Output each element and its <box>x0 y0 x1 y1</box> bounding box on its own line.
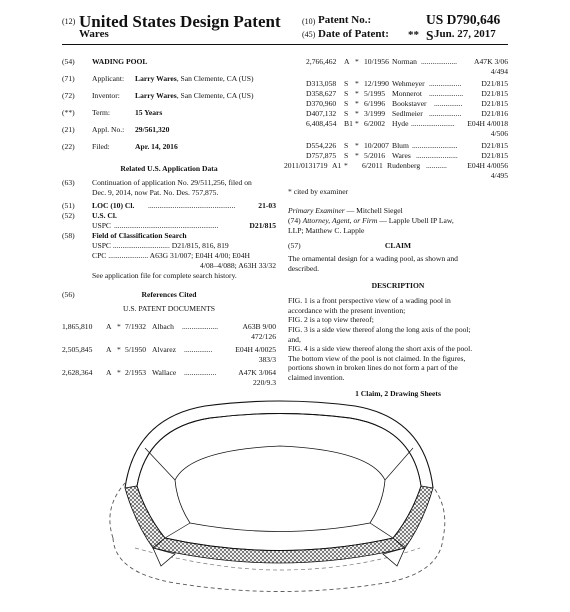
seam <box>165 523 190 538</box>
primary-examiner: Primary Examiner — Mitchell Siegel <box>288 206 403 215</box>
claims-summary: 1 Claim, 2 Drawing Sheets <box>355 388 441 398</box>
field-52: (52) U.S. Cl. <box>62 211 117 220</box>
inventor-name: Larry Wares <box>135 91 177 100</box>
citation-row: 1,865,810 A * 7/1932 Albach ................... A63B 9/00 <box>62 322 276 331</box>
citation-row: D407,132 S * 3/1999 Sedlmeier ................. D21/816 <box>306 109 508 118</box>
field-54: (54) WADING POOL <box>62 57 148 66</box>
applicant-name: Larry Wares <box>135 74 177 83</box>
citation-row: 2011/0131719 A1 * 6/2011 Rudenberg ........... E04H 4/0056 <box>284 161 508 170</box>
field-63: (63) Continuation of application No. 29/511,256, filed on <box>62 178 252 187</box>
claim-text: The ornamental design for a wading pool, as shown and described. <box>288 254 458 273</box>
code-10: (10) <box>302 17 316 26</box>
mesh-wall-right <box>393 486 433 548</box>
right-column: 2,766,462 A * 10/1956 Norman ................... A47K 3/06 4/494 D313,058 S * 12/1990 Wehmeyer ................. D21/815 D358,627 S * 5/1995 Monnerot .................. D21/815 D370,960 S * 6/1996 Bookstaver ............... D21/815 D407,132 S * 3/1999 Sedlmeier ................. D21/816 6,408,454 B1 * 6/2002 Hyde ....................... E04H 4/0018 4/506 D554,226 S * 10/2007 Blum ........................ D21/815 D757,875 S * 5/2016 Wares ...................... D21/815 2011/0131719 A1 * 6/2011 Rudenberg ........... E04H 4/0056 4/495 * cited by examiner Primary Examiner — Mitchell Siegel (74) Attorney, Agent, or Firm — Lapple Ubell IP Law, LLP; Matthew C. Lapple (57) CLAIM The ornamental design for a wading pool, as shown and described. DESCRIPTION FIG. 1 is a front perspective view of a wading pool in accordance with the present invention; FIG. 2 is a top view thereof; FIG. 3 is a side view thereof along the long axis of the pool; and, FIG. 4 is a side view thereof along the short axis of the pool. The bottom view of the pool is not claimed. In the figures, portions shown in broken lines do not form a part of the claimed invention. 1 Claim, 2 Drawing Sheets <box>284 57 508 398</box>
citation-row: D313,058 S * 12/1990 Wehmeyer ................. D21/815 <box>306 79 508 88</box>
citation-row: 2,766,462 A * 10/1956 Norman ................... A47K 3/06 <box>306 57 508 66</box>
patent-subheader <box>62 28 508 42</box>
date-stars: ** <box>408 29 419 41</box>
left-column: (54) WADING POOL (71) Applicant: Larry Wares, San Clemente, CA (US) (72) Inventor: Larry Wares, San Clemente, CA (US) (**) Term: 15 Years (21) Appl. No.: 29/561,320 (22) Filed: Apr. 14, 2016 Related U.S. Application Data (63) Continuation of application No. 29/511,256, filed on Dec. 9, 2014, now Pat. No. Des. 757,875. (51) LOC (10) Cl. .............................................. 21-03 (52) U.S. Cl. USPC ....................................................... D21/815 (58) Field of Classification Search USPC .............................. D21/815, 816, 819 CPC ..................... A63G 31/007; E04H 4/00; E04H 4/08–4/088; A63H 33/32 See application file for complete search history. (56) References Cited U.S. PATENT DOCUMENTS 1,865,810 A * 7/1932 Albach ................... A63B 9/00 472/126 2,505,845 A * 5/1950 Alvarez ............... E04H 4/0025 383/3 2,628,364 A * 2/1953 Wallace ................. A47K 3/064 220/9.3 <box>62 57 276 387</box>
citation-row: 2,628,364 A * 2/1953 Wallace ................. A47K 3/064 <box>62 368 276 377</box>
inventor-surname: Wares <box>79 28 109 40</box>
citation-row: D358,627 S * 5/1995 Monnerot .................. D21/815 <box>306 89 508 98</box>
field-21: (21) Appl. No.: 29/561,320 <box>62 125 170 134</box>
header-rule <box>62 44 508 45</box>
claim-heading: CLAIM <box>384 241 412 250</box>
citation-row: D370,960 S * 6/1996 Bookstaver ............... D21/815 <box>306 99 508 108</box>
wading-pool-figure <box>95 388 465 598</box>
field-22: (22) Filed: Apr. 14, 2016 <box>62 142 178 151</box>
field-51: (51) LOC (10) Cl. .............................................. 21-03 <box>62 201 276 210</box>
citation-row: D757,875 S * 5/2016 Wares ...................... D21/815 <box>306 151 508 160</box>
date-label: Date of Patent: <box>318 28 389 40</box>
field-72: (72) Inventor: Larry Wares, San Clemente, CA (US) <box>62 91 254 100</box>
seam <box>370 523 393 538</box>
docs-heading: U.S. PATENT DOCUMENTS <box>123 304 215 313</box>
citation-row: D554,226 S * 10/2007 Blum ........................ D21/815 <box>306 141 508 150</box>
field-term: (**) Term: 15 Years <box>62 108 163 117</box>
design-title: WADING POOL <box>92 57 148 66</box>
patent-number: US D790,646 S <box>426 12 501 43</box>
field-56: (56) References Cited <box>62 290 197 299</box>
claim-header: (57) CLAIM <box>288 241 508 254</box>
description-heading: DESCRIPTION <box>371 281 425 291</box>
code-45: (45) <box>302 30 316 39</box>
code-12: (12) <box>62 17 76 26</box>
citation-row: 2,505,845 A * 5/1950 Alvarez ............... E04H 4/0025 <box>62 345 276 354</box>
attorney: (74) Attorney, Agent, or Firm — Lapple Ubell IP Law, <box>288 216 454 225</box>
cited-note: * cited by examiner <box>288 187 349 196</box>
related-heading: Related U.S. Application Data <box>120 164 218 173</box>
left-citations: 1,865,810 A * 7/1932 Albach ................... A63B 9/00 472/126 2,505,845 A * 5/1950 Alvarez ............... E04H 4/0025 383/3 2,628,364 A * 2/1953 Wallace ................. A47K 3/064 220/9.3 <box>62 322 276 387</box>
patent-title: United States Design Patent <box>79 12 281 31</box>
outer-rim <box>125 401 433 488</box>
patent-date: Jun. 27, 2017 <box>434 28 496 40</box>
description-text: FIG. 1 is a front perspective view of a wading pool in accordance with the present invention; FIG. 2 is a top view thereof; FIG. 3 is a side view thereof along the long axis of the pool; and, FIG. 4 is a side view thereof along the short axis of the pool. The bottom view of the pool is not claimed. In the figures, portions shown in broken lines do not form a part of the claimed invention. <box>288 296 473 382</box>
right-citations: 2,766,462 A * 10/1956 Norman ................... A47K 3/06 4/494 D313,058 S * 12/1990 Wehmeyer ................. D21/815 D358,627 S * 5/1995 Monnerot .................. D21/815 D370,960 S * 6/1996 Bookstaver ............... D21/815 D407,132 S * 3/1999 Sedlmeier ................. D21/816 6,408,454 B1 * 6/2002 Hyde ....................... E04H 4/0018 4/506 D554,226 S * 10/2007 Blum ........................ D21/815 D757,875 S * 5/2016 Wares ...................... D21/815 2011/0131719 A1 * 6/2011 Rudenberg ........... E04H 4/0056 4/495 <box>284 57 508 180</box>
mesh-wall-left <box>125 486 165 548</box>
citation-row: 6,408,454 B1 * 6/2002 Hyde ....................... E04H 4/0018 <box>306 119 508 128</box>
field-71: (71) Applicant: Larry Wares, San Clemente, CA (US) <box>62 74 254 83</box>
patent-no-label: Patent No.: <box>318 14 372 26</box>
field-58: (58) Field of Classification Search <box>62 231 187 240</box>
